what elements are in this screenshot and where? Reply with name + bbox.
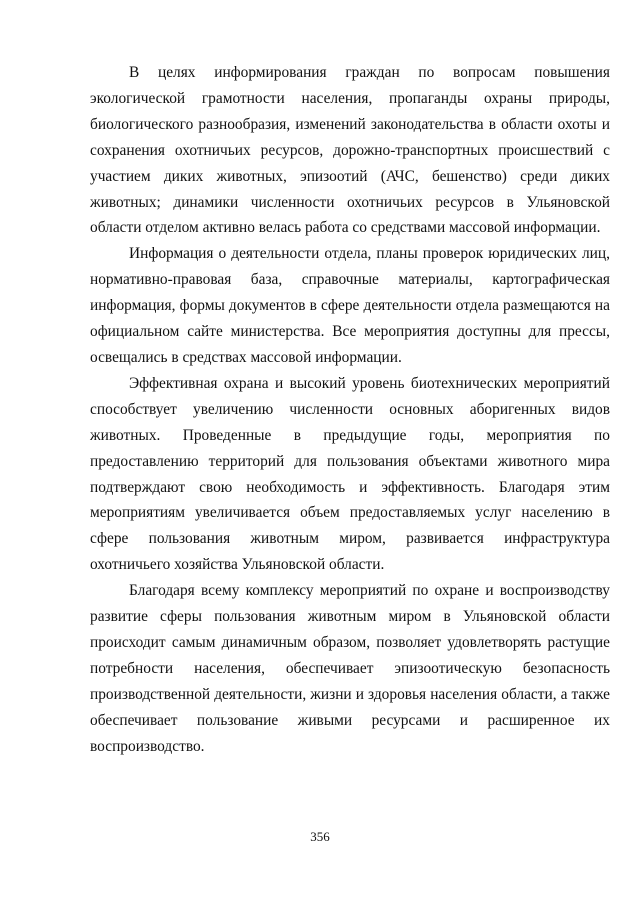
- paragraph-effective-protection: Эффективная охрана и высокий уровень биотехнических мероприятий способствует увеличению численности основных аборигенных видов животных. Проведенные в предыдущие годы, мероприятия по предоставлению территорий для пользования объектами животного мира подтверждают свою необходимость и эффективность. Благодаря этим мероприятиям увеличивается объем предоставляемых услуг населению в сфере пользования животным миром, развивается инфраструктура охотничьего хозяйства Ульяновской области.: [90, 374, 610, 574]
- paragraph-department-info: Информация о деятельности отдела, планы проверок юридических лиц, нормативно-правовая база, справочные материалы, картографическая информация, формы документов в сфере деятельности отдела размещаются на официальном сайте министерства. Все мероприятия доступны для прессы, освещались в средствах массовой информации.: [90, 245, 610, 366]
- body-text: [90, 60, 610, 759]
- paragraph-complex-measures: Благодаря всему комплексу мероприятий по охране и воспроизводству развитие сферы пользования животным миром в Ульяновской области происходит самым динамичным образом, позволяет удовлетворять растущие потребности населения, обеспечивает эпизоотическую безопасность производственной деятельности, жизни и здоровья населения области, а также обеспечивает пользование живыми ресурсами и расширенное их воспроизводство.: [90, 582, 610, 755]
- page-number: 356: [310, 829, 330, 844]
- paragraph-media-work: В целях информирования граждан по вопросам повышения экологической грамотности населения, пропаганды охраны природы, биологического разнообразия, изменений законодательства в области охоты и сохранения охотничьих ресурсов, дорожно-транспортных происшествий с участием диких животных, эпизоотий (АЧС, бешенство) среди диких животных; динамики численности охотничьих ресурсов в Ульяновской области отделом активно велась работа со средствами массовой информации.: [90, 64, 610, 237]
